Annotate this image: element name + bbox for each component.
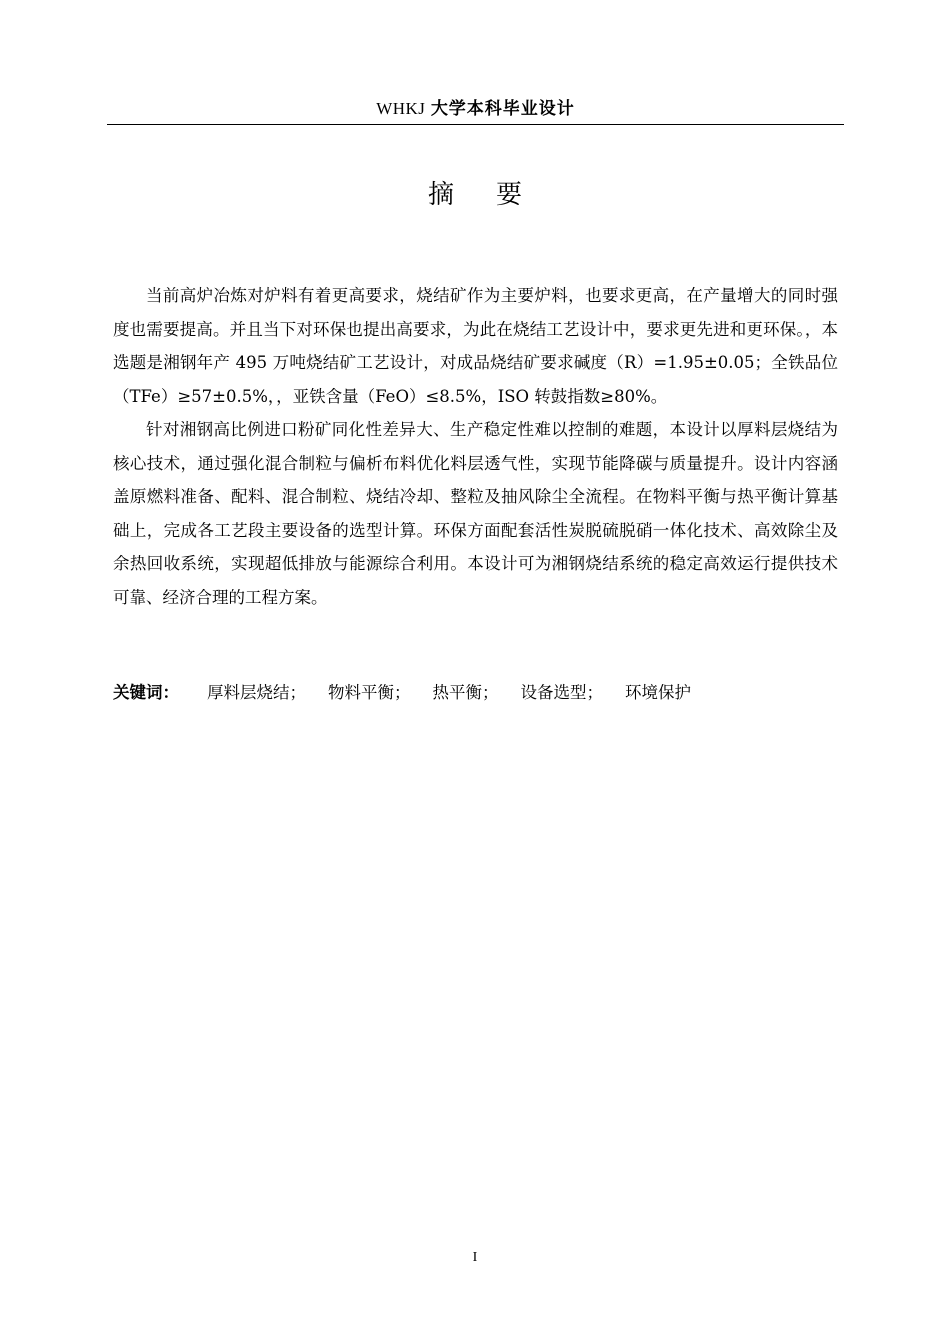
abstract-paragraph-2: 针对湘钢高比例进口粉矿同化性差异大、生产稳定性难以控制的难题，本设计以厚料层烧结为核心技术，通过强化混合制粒与偏析布料优化料层透气性，实现节能降碳与质量提升。设计内容涵盖原燃料准备、配料、混合制粒、烧结冷却、整粒及抽风除尘全流程。在物料平衡与热平衡计算基础上，完成各工艺段主要设备的选型计算。环保方面配套活性炭脱硫脱硝一体化技术、高效除尘及余热回收系统，实现超低排放与能源综合利用。本设计可为湘钢烧结系统的稳定高效运行提供技术可靠、经济合理的工程方案。 <box>113 420 838 607</box>
abstract-title-char-2: 要 <box>496 180 523 210</box>
page-header <box>107 96 844 125</box>
keywords-line <box>113 676 838 709</box>
abstract-title-char-1: 摘 <box>427 180 454 210</box>
header-title: 大学本科毕业设计 <box>430 99 575 119</box>
keyword-item: 环境保护 <box>625 683 691 702</box>
header-code: WHKJ <box>376 99 426 118</box>
keywords-label: 关键词： <box>113 683 179 702</box>
keyword-item: 设备选型； <box>520 683 603 702</box>
abstract-body <box>113 279 838 614</box>
abstract-paragraph-1: 当前高炉冶炼对炉料有着更高要求，烧结矿作为主要炉料，也要求更高，在产量增大的同时强度也需要提高。并且当下对环保也提出高要求，为此在烧结工艺设计中，要求更先进和更环保。，本选题是湘钢年产 495 万吨烧结矿工艺设计，对成品烧结矿要求碱度（R）=1.95±0.05；全铁品位（TFe）≥57±0.5%，，亚铁含量（FeO）≤8.5%，ISO 转鼓指数≥80%。 <box>113 286 838 406</box>
keyword-item: 热平衡； <box>432 683 499 702</box>
page-number: I <box>472 1250 478 1265</box>
abstract-title <box>0 175 950 215</box>
keyword-item: 厚料层烧结； <box>207 683 306 702</box>
keyword-item: 物料平衡； <box>328 683 411 702</box>
